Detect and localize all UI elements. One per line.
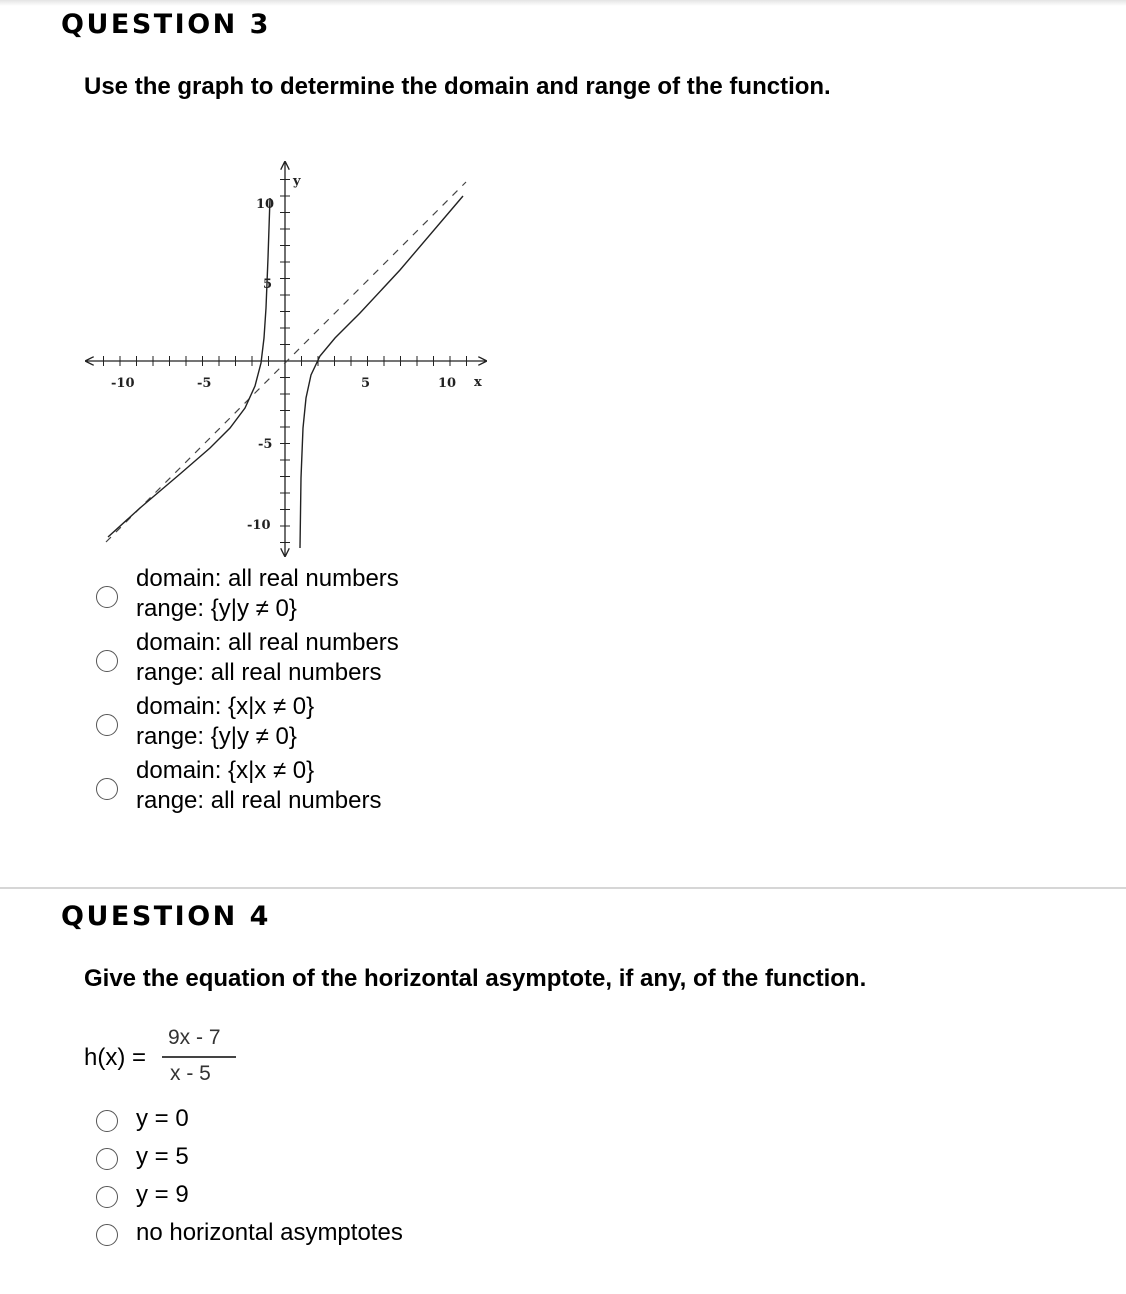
- q3-option-2[interactable]: [136, 628, 399, 688]
- function-graph: [80, 158, 500, 568]
- x-tick-label: 5: [361, 376, 371, 391]
- q3-option-1-domain: domain: all real numbers: [136, 565, 399, 592]
- q4-option-1[interactable]: y = 0: [136, 1105, 189, 1132]
- q4-option-2-radio[interactable]: [96, 1148, 118, 1170]
- q3-option-4[interactable]: [136, 756, 381, 816]
- q3-option-3[interactable]: [136, 692, 314, 752]
- slant-asymptote: [106, 182, 466, 542]
- y-axis-label: y: [293, 174, 301, 189]
- question-divider: [0, 887, 1126, 889]
- q4-option-3-radio[interactable]: [96, 1186, 118, 1208]
- q3-option-1-range: range: {y|y ≠ 0}: [136, 595, 297, 622]
- q4-option-3[interactable]: y = 9: [136, 1181, 189, 1208]
- function-name: h(x) =: [84, 1044, 147, 1071]
- q4-option-1-radio[interactable]: [96, 1110, 118, 1132]
- q3-option-3-range: range: {y|y ≠ 0}: [136, 723, 297, 750]
- y-tick-label: -5: [258, 437, 273, 452]
- question-4-prompt: Give the equation of the horizontal asymptote, if any, of the function.: [84, 965, 867, 992]
- x-tick-label: -5: [197, 376, 212, 391]
- y-tick-label: -10: [247, 518, 271, 533]
- x-tick-label: -10: [111, 376, 135, 391]
- curve-left-branch: [108, 198, 273, 537]
- x-axis-label: x: [474, 375, 482, 390]
- q4-option-4[interactable]: no horizontal asymptotes: [136, 1219, 403, 1246]
- q3-option-4-radio[interactable]: [96, 778, 118, 800]
- x-tick-label: 10: [438, 376, 457, 391]
- q3-option-3-domain: domain: {x|x ≠ 0}: [136, 693, 315, 720]
- function-numerator: 9x - 7: [168, 1026, 221, 1049]
- q4-option-4-radio[interactable]: [96, 1224, 118, 1246]
- y-tick-label: 10: [256, 197, 275, 212]
- q4-option-2[interactable]: y = 5: [136, 1143, 189, 1170]
- q3-option-3-radio[interactable]: [96, 714, 118, 736]
- question-4-heading: QUESTION 4: [61, 901, 271, 932]
- q3-option-2-radio[interactable]: [96, 650, 118, 672]
- question-3-heading: QUESTION 3: [61, 9, 271, 40]
- fraction-bar: [162, 1056, 236, 1058]
- function-denominator: x - 5: [170, 1062, 211, 1085]
- q3-option-4-domain: domain: {x|x ≠ 0}: [136, 757, 315, 784]
- q3-option-4-range: range: all real numbers: [136, 787, 382, 814]
- q3-option-2-range: range: all real numbers: [136, 659, 382, 686]
- q3-option-1-radio[interactable]: [96, 586, 118, 608]
- q3-option-1[interactable]: [136, 564, 399, 624]
- top-shadow: [0, 0, 1126, 6]
- curve-right-branch: [300, 196, 463, 548]
- q3-option-2-domain: domain: all real numbers: [136, 629, 399, 656]
- y-tick-label: 5: [263, 277, 273, 292]
- question-3-prompt: Use the graph to determine the domain and range of the function.: [84, 73, 831, 100]
